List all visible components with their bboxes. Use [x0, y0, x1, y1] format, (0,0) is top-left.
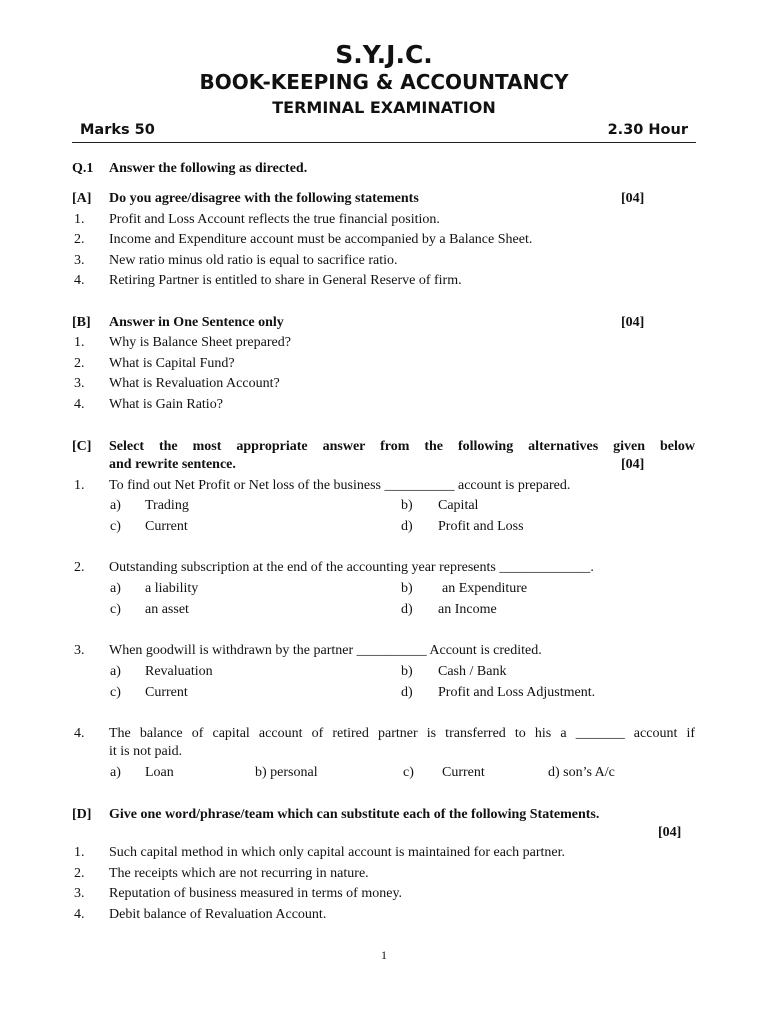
item-number: 3.: [74, 376, 85, 391]
item-number: 2.: [74, 560, 85, 575]
section-a-tag: [A]: [72, 191, 92, 206]
option-text: Profit and Loss: [438, 519, 524, 534]
subject-title: BOOK-KEEPING & ACCOUNTANCY: [199, 70, 569, 94]
section-a-marks: [04]: [621, 191, 645, 206]
option-text: Revaluation: [145, 664, 213, 679]
section-b-title: Answer in One Sentence only: [109, 315, 284, 330]
option-letter: a): [110, 765, 121, 780]
section-c-tag: [C]: [72, 439, 92, 454]
option-text: an Income: [438, 602, 497, 617]
option-text: Current: [442, 765, 485, 780]
section-c-marks: [04]: [621, 457, 645, 472]
option-text: Current: [145, 685, 188, 700]
option-text: Current: [145, 519, 188, 534]
mcq-question-text-line2: it is not paid.: [109, 744, 183, 759]
question-text: Why is Balance Sheet prepared?: [109, 335, 291, 350]
option-text: Trading: [145, 498, 189, 513]
item-number: 1.: [74, 845, 85, 860]
option-text: Profit and Loss Adjustment.: [438, 685, 596, 700]
option-letter: c): [403, 765, 414, 780]
section-d-marks: [04]: [658, 825, 682, 840]
question-text: What is Capital Fund?: [109, 356, 235, 371]
statement-text: Reputation of business measured in terms of money.: [109, 886, 403, 901]
question-title: Answer the following as directed.: [109, 161, 308, 176]
item-number: 4.: [74, 907, 85, 922]
header-rule: [72, 142, 696, 143]
item-number: 4.: [74, 397, 85, 412]
option-letter: c): [110, 519, 121, 534]
statement-text: Such capital method in which only capital account is maintained for each partner.: [109, 845, 566, 860]
option-text: d) son’s A/c: [548, 765, 615, 780]
item-number: 3.: [74, 886, 85, 901]
option-letter: c): [110, 685, 121, 700]
duration-label: 2.30 Hour: [607, 122, 688, 138]
option-letter: a): [110, 581, 121, 596]
question-text: What is Revaluation Account?: [109, 376, 280, 391]
section-b-marks: [04]: [621, 315, 645, 330]
option-letter: d): [401, 519, 413, 534]
statement-text: Retiring Partner is entitled to share in General Reserve of firm.: [109, 273, 462, 288]
option-letter: d): [401, 685, 413, 700]
item-number: 1.: [74, 478, 85, 493]
section-d-title: Give one word/phrase/team which can substitute each of the following Statements.: [109, 807, 600, 822]
option-text: an asset: [145, 602, 189, 617]
option-letter: b): [401, 581, 413, 596]
item-number: 3.: [74, 253, 85, 268]
item-number: 2.: [74, 356, 85, 371]
marks-label: Marks 50: [80, 122, 155, 138]
option-letter: c): [110, 602, 121, 617]
statement-text: New ratio minus old ratio is equal to sacrifice ratio.: [109, 253, 398, 268]
option-letter: d): [401, 602, 413, 617]
option-text: an Expenditure: [442, 581, 528, 596]
item-number: 2.: [74, 866, 85, 881]
option-text: b) personal: [255, 765, 318, 780]
statement-text: Income and Expenditure account must be accompanied by a Balance Sheet.: [109, 232, 533, 247]
statement-text: Debit balance of Revaluation Account.: [109, 907, 327, 922]
item-number: 1.: [74, 212, 85, 227]
mcq-question-text: The balance of capital account of retired partner is transferred to his a _______ account if: [109, 726, 695, 741]
option-text: Cash / Bank: [438, 664, 507, 679]
section-c-title: Select the most appropriate answer from the following alternatives given below: [109, 439, 695, 454]
option-letter: b): [401, 498, 413, 513]
option-letter: b): [401, 664, 413, 679]
exam-title: TERMINAL EXAMINATION: [272, 98, 496, 117]
option-letter: a): [110, 664, 121, 679]
section-d-tag: [D]: [72, 807, 92, 822]
item-number: 4.: [74, 273, 85, 288]
option-text: Capital: [438, 498, 479, 513]
question-number: Q.1: [72, 161, 94, 176]
item-number: 2.: [74, 232, 85, 247]
school-title: S.Y.J.C.: [335, 40, 433, 69]
option-text: Loan: [145, 765, 174, 780]
statement-text: Profit and Loss Account reflects the true financial position.: [109, 212, 440, 227]
mcq-question-text: When goodwill is withdrawn by the partner __________ Account is credited.: [109, 643, 542, 658]
mcq-question-text: To find out Net Profit or Net loss of the business __________ account is prepared.: [109, 478, 571, 493]
item-number: 1.: [74, 335, 85, 350]
mcq-question-text: Outstanding subscription at the end of the accounting year represents _____________.: [109, 560, 594, 575]
statement-text: The receipts which are not recurring in nature.: [109, 866, 369, 881]
option-letter: a): [110, 498, 121, 513]
option-text: a liability: [145, 581, 199, 596]
section-c-title-line2: and rewrite sentence.: [109, 457, 236, 472]
item-number: 3.: [74, 643, 85, 658]
section-a-title: Do you agree/disagree with the following statements: [109, 191, 419, 206]
question-text: What is Gain Ratio?: [109, 397, 223, 412]
item-number: 4.: [74, 726, 85, 741]
page-number: 1: [381, 948, 387, 962]
section-b-tag: [B]: [72, 315, 91, 330]
